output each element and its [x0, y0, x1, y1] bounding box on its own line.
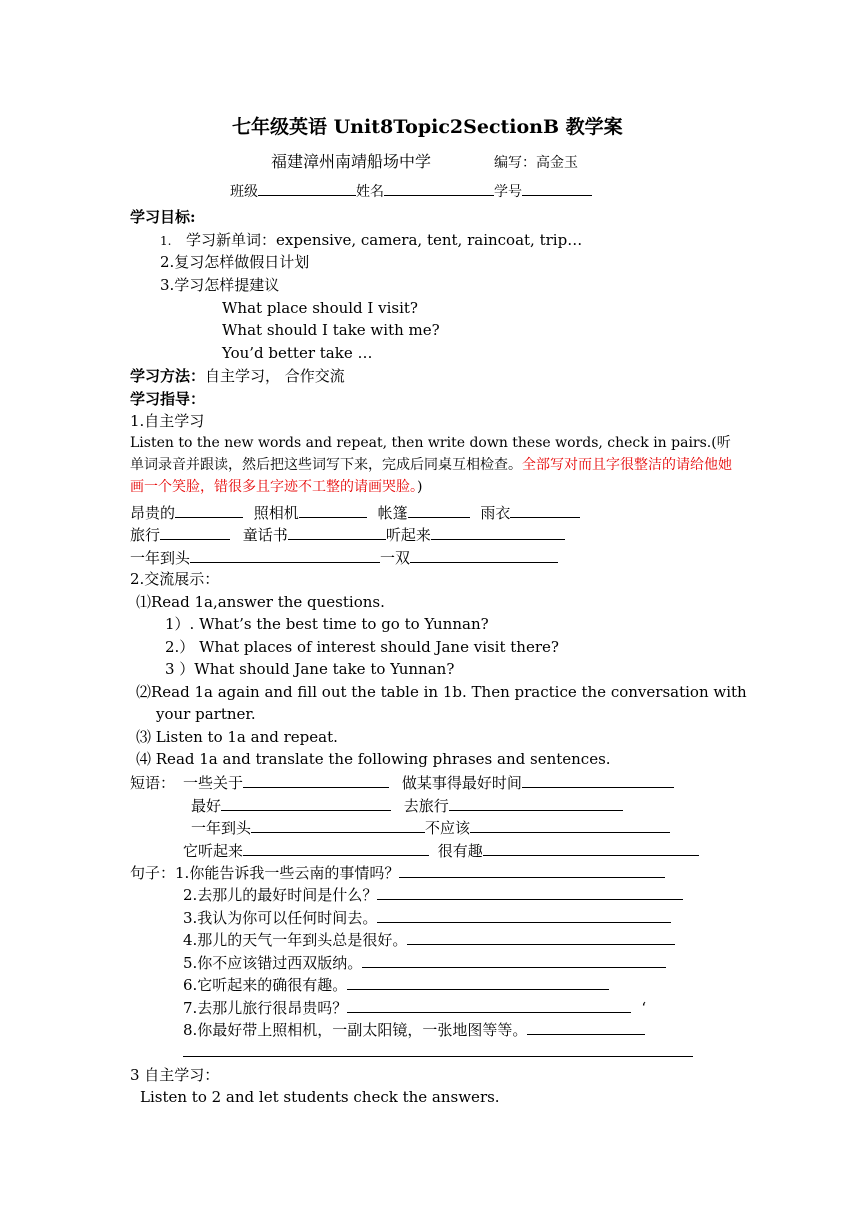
vocab-row-3	[130, 547, 558, 568]
sentence-row-1	[130, 862, 665, 883]
vocab-row-1	[130, 502, 580, 523]
phrases-row-1	[130, 772, 674, 793]
vocab-word: 一双	[380, 549, 411, 567]
method-line	[130, 366, 345, 386]
task-1: ⑴Read 1a,answer the questions.	[136, 593, 385, 611]
instructions-paragraph	[130, 432, 735, 498]
vocab-row-2	[130, 524, 565, 545]
vocab-blank	[408, 502, 470, 518]
vocab-blank	[288, 524, 386, 540]
sentence-row-6	[183, 974, 609, 995]
goal-1-number: 1.	[160, 234, 172, 248]
sentence-row-8	[183, 1019, 645, 1040]
phrase: 一年到头	[191, 819, 252, 837]
sentences-label: 句子：	[130, 864, 176, 882]
sentence: 1.你能告诉我一些云南的事情吗？	[175, 864, 400, 882]
goal-example-3: You’d better take …	[222, 344, 373, 362]
goal-example-1: What place should I visit?	[222, 299, 418, 317]
phrase-blank	[221, 795, 391, 811]
class-blank	[258, 180, 356, 196]
vocab-word: 雨衣	[480, 504, 511, 522]
vocab-blank	[410, 547, 558, 563]
sentence-blank	[362, 952, 666, 968]
number-label: 学号	[494, 184, 522, 200]
sentence-blank	[527, 1019, 645, 1035]
phrase-blank	[449, 795, 623, 811]
vocab-word: 昂贵的	[130, 504, 176, 522]
sentence-row-2	[183, 884, 683, 905]
number-blank	[522, 180, 592, 196]
vocab-word: 旅行	[130, 526, 161, 544]
sentence-continuation-blank	[183, 1056, 693, 1057]
sentence: 5.你不应该错过西双版纳。	[183, 954, 363, 972]
question-1: 1）. What’s the best time to go to Yunnan?	[165, 615, 489, 633]
phrase: 去旅行	[403, 797, 449, 815]
student-info-line	[230, 180, 592, 202]
task-3: ⑶ Listen to 1a and repeat.	[136, 728, 338, 746]
vocab-word: 照相机	[253, 504, 299, 522]
page-title: 七年级英语 Unit8Topic2SectionB 教学案	[232, 116, 623, 138]
sentence-row-7	[183, 997, 646, 1018]
phrases-label: 短语：	[130, 774, 176, 792]
vocab-word: 一年到头	[130, 549, 191, 567]
phrase: 很有趣	[437, 842, 483, 860]
vocab-blank	[190, 547, 380, 563]
question-3: 3 ）What should Jane take to Yunnan?	[165, 660, 455, 678]
sentence: 4.那儿的天气一年到头总是很好。	[183, 931, 408, 949]
sentence-blank	[347, 997, 631, 1013]
vocab-blank	[175, 502, 243, 518]
guide-heading: 学习指导：	[130, 390, 206, 408]
vocab-word: 帐篷	[377, 504, 408, 522]
class-label: 班级	[230, 184, 258, 200]
goal-example-2: What should I take with me?	[222, 321, 440, 339]
phrases-row-4	[183, 840, 699, 861]
vocab-blank	[160, 524, 230, 540]
self-study-heading: 1.自主学习	[130, 412, 205, 430]
phrase-blank	[470, 817, 670, 833]
name-label: 姓名	[356, 184, 384, 200]
goal-3: 3.学习怎样提建议	[160, 276, 280, 294]
sentence-row-3	[183, 907, 671, 928]
instructions-text: Listen to the new words and repeat, then write down these words, check in pairs.(听单词录音并跟读，然后把这些词写下来，完成后同桌互相检查。	[130, 435, 731, 473]
task-2: ⑵Read 1a again and fill out the table in 1b. Then practice the conversation with	[136, 683, 747, 701]
phrase-blank	[522, 772, 674, 788]
method-value: 自主学习， 合作交流	[205, 367, 345, 385]
name-blank	[384, 180, 494, 196]
sentence: 6.它听起来的确很有趣。	[183, 976, 348, 994]
phrase-blank	[243, 772, 389, 788]
vocab-blank	[431, 524, 565, 540]
sentence-row-5	[183, 952, 666, 973]
instructions-highlight: 全部写对而且字很整洁的请给他她画一个笑脸，错很多且字迹不工整的请画哭脸。	[130, 457, 732, 495]
sentence: 7.去那儿旅行很昂贵吗？	[183, 999, 348, 1017]
vocab-word: 听起来	[385, 526, 431, 544]
phrase: 一些关于	[183, 774, 244, 792]
phrase-blank	[243, 840, 429, 856]
sentence-blank	[377, 884, 683, 900]
goal-2: 2.复习怎样做假日计划	[160, 253, 310, 271]
vocab-blank	[299, 502, 367, 518]
section-2-heading: 2.交流展示：	[130, 570, 220, 588]
task-4: ⑷ Read 1a and translate the following phrases and sentences.	[136, 750, 611, 768]
question-2: 2.） What places of interest should Jane visit there?	[165, 638, 559, 656]
method-label: 学习方法：	[130, 367, 206, 385]
phrase-blank	[483, 840, 699, 856]
vocab-word: 童话书	[242, 526, 288, 544]
sentence-blank	[399, 862, 665, 878]
section-3-text: Listen to 2 and let students check the answers.	[140, 1088, 500, 1106]
phrases-row-2	[191, 795, 623, 816]
sentence-blank	[377, 907, 671, 923]
author: 编写：高金玉	[494, 155, 578, 171]
phrase: 做某事得最好时间	[401, 774, 522, 792]
phrase: 它听起来	[183, 842, 244, 860]
section-3-heading: 3 自主学习：	[130, 1066, 220, 1084]
goals-heading: 学习目标:	[130, 208, 196, 226]
vocab-blank	[510, 502, 580, 518]
instructions-end: )	[417, 479, 423, 495]
phrases-row-3	[191, 817, 670, 838]
school-name: 福建漳州南靖船场中学	[271, 152, 432, 171]
sentence: 3.我认为你可以任何时间去。	[183, 909, 378, 927]
sentence-blank	[407, 929, 675, 945]
task-2-cont: your partner.	[156, 705, 256, 723]
sentence: 8.你最好带上照相机，一副太阳镜，一张地图等等。	[183, 1021, 528, 1039]
goal-1: 学习新单词：expensive, camera, tent, raincoat, trip…	[186, 231, 583, 249]
sentence: 2.去那儿的最好时间是什么？	[183, 886, 378, 904]
phrase: 不应该	[425, 819, 471, 837]
stray-mark: ‘	[641, 999, 647, 1017]
phrase-blank	[251, 817, 425, 833]
phrase: 最好	[191, 797, 222, 815]
sentence-blank	[347, 974, 609, 990]
sentence-row-4	[183, 929, 675, 950]
